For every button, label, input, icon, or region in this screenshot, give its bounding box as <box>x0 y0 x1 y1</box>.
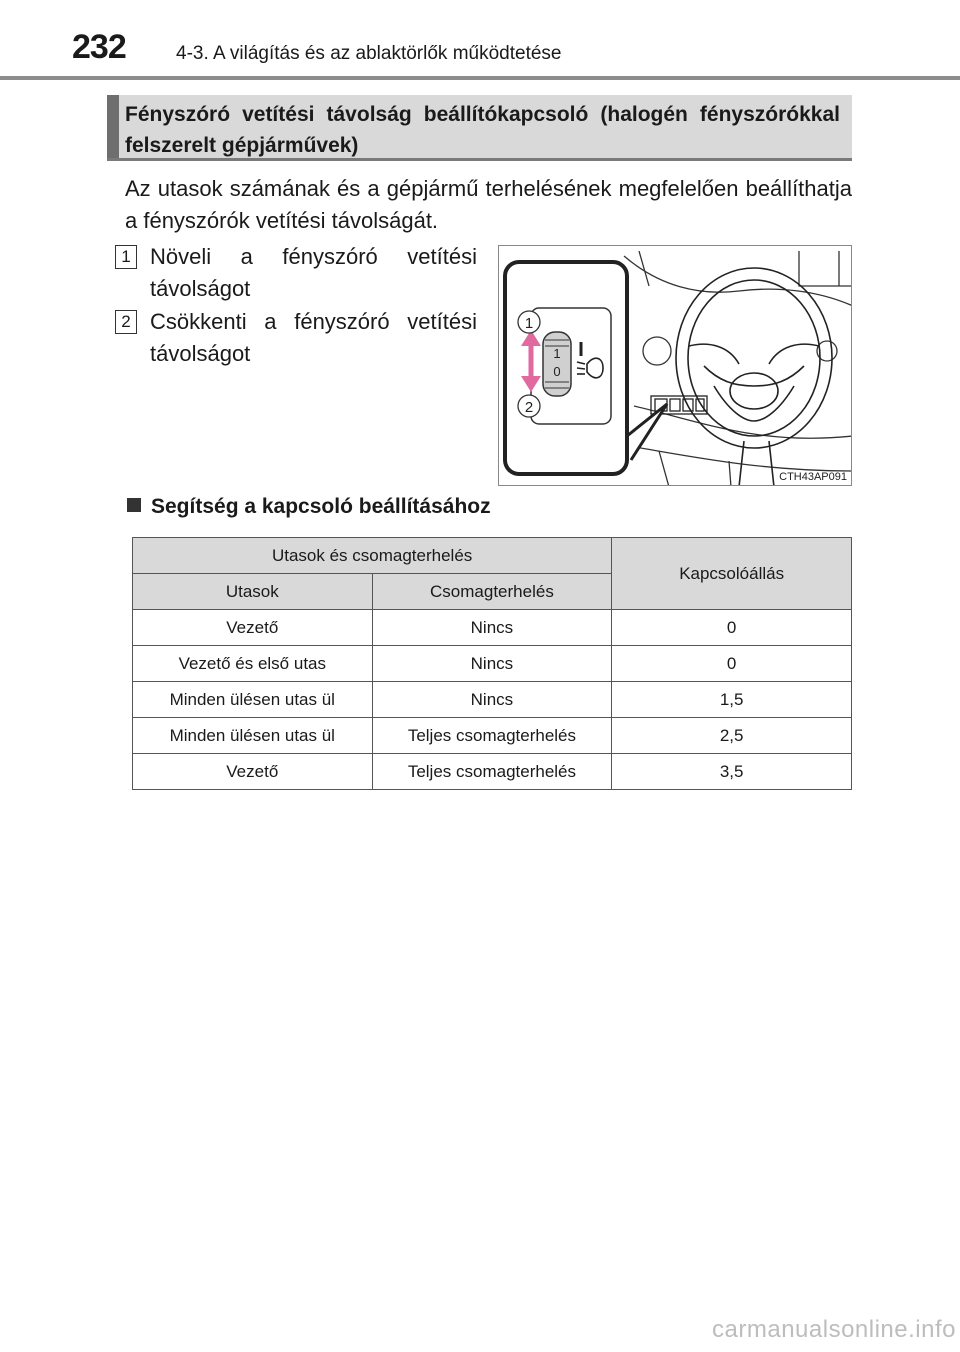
intro-paragraph: Az utasok számának és a gépjármű terhelésének megfelelően beállíthatja a fényszórók vetítési távolságát. <box>125 176 852 233</box>
page-number: 232 <box>72 28 126 66</box>
load-header: Csomagterhelés <box>372 574 612 610</box>
passengers-cell: Minden ülésen utas ül <box>133 718 373 754</box>
callout-number-1: 1 <box>524 315 534 332</box>
table-row <box>133 682 852 718</box>
section-title-bar <box>107 95 119 158</box>
position-cell: 2,5 <box>612 718 852 754</box>
step-text-2: Csökkenti a fényszóró vetítési távolságot <box>150 309 477 366</box>
passengers-header: Utasok <box>133 574 373 610</box>
steering-wheel <box>676 268 832 486</box>
step-text-1: Növeli a fényszóró vetítési távolságot <box>150 244 477 301</box>
table-row <box>133 718 852 754</box>
dial-mark-bottom: 0 <box>553 364 561 379</box>
passengers-cell: Vezető <box>133 754 373 790</box>
dashboard-illustration <box>499 246 852 486</box>
subheading-text: Segítség a kapcsoló beállításához <box>151 495 491 518</box>
chapter-title: 4-3. A világítás és az ablaktörlők működtetése <box>176 43 562 64</box>
load-cell: Teljes csomagterhelés <box>372 754 612 790</box>
table-row <box>133 646 852 682</box>
table-row <box>133 610 852 646</box>
step-number-2: 2 <box>115 310 137 334</box>
square-bullet-icon <box>127 498 141 512</box>
position-cell: 1,5 <box>612 682 852 718</box>
step-number-1: 1 <box>115 245 137 269</box>
load-cell: Nincs <box>372 682 612 718</box>
passengers-cell: Vezető és első utas <box>133 646 373 682</box>
position-cell: 0 <box>612 610 852 646</box>
position-cell: 3,5 <box>612 754 852 790</box>
position-cell: 0 <box>612 646 852 682</box>
dashboard-lines <box>624 251 852 486</box>
load-cell: Nincs <box>372 610 612 646</box>
watermark: carmanualsonline.info <box>712 1316 956 1343</box>
figure-code: CTH43AP091 <box>779 471 847 483</box>
position-header: Kapcsolóállás <box>612 538 852 610</box>
load-cell: Teljes csomagterhelés <box>372 718 612 754</box>
header-rule <box>0 76 960 80</box>
group-header: Utasok és csomagterhelés <box>133 538 612 574</box>
passengers-cell: Vezető <box>133 610 373 646</box>
dashboard-figure <box>498 245 852 486</box>
callout-number-2: 2 <box>524 399 534 416</box>
load-table <box>132 537 852 790</box>
passengers-cell: Minden ülésen utas ül <box>133 682 373 718</box>
subheading <box>127 495 491 519</box>
dial-mark-top: 1 <box>553 346 561 361</box>
table-row <box>133 754 852 790</box>
section-title: Fényszóró vetítési távolság beállítókapcsoló (halogén fényszórókkal felszerelt gépjárművek) <box>125 103 840 157</box>
load-cell: Nincs <box>372 646 612 682</box>
